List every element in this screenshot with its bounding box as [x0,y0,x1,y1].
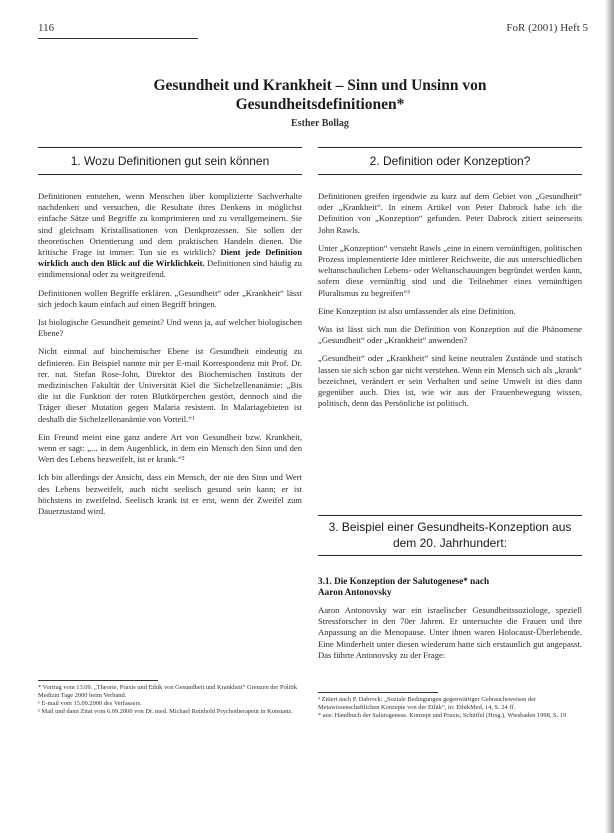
section-2-paragraph-3: Eine Konzeption ist also umfassender als eine Definition. [318,305,516,316]
subsection-heading-line-2: Aaron Antonovsky [318,587,392,597]
footnote: ³ Zitiert nach P. Dabrock: „Soziale Bedingungen gegenwärtiger Gebrauchsweisen der Metawissenschaftlichen Konzepte von der Ethik“, in: EthikMed, 14, S. 24 ff. [318,696,537,711]
section-1-paragraph-2: Definitionen wollen Begriffe erklären. „Gesundheit“ oder „Krankheit“ lässt sich jedoch kaum einfach auf einen Begriff bringen. [38,287,302,309]
section-1-paragraph-6: Ich bin allerdings der Ansicht, dass ein Mensch, der nie den Sinn und Wert des Lebens bezweifelt, auch nicht seelisch gesund sein kann; er ist höchstens in zweifelnd. Seelisch krank ist er erst, wenn der Zweifel zum Dauerzustand wird. [38,472,302,517]
footnote: * Vortrag vom 13.09. „Theorie, Praxis und Ethik von Gesundheit und Krankheit“ Grenzen der Politik Medizin Tage 2000 beim Verband. [38,684,298,699]
section-1-paragraph-1-tail: Definitionen sind häufig zu eindimensional oder zu weitgreifend. [38,258,302,280]
author-name: Esther Bollag [291,118,349,129]
footnote: ¹ E-mail vom 15.09.2000 des Verfassers. [38,700,142,707]
paragraph [38,191,302,281]
page-number: 116 [38,22,55,34]
section-1-paragraph-3: Ist biologische Gesundheit gemeint? Und wenn ja, auf welcher biologischen Ebene? [38,317,302,339]
section-3-text [318,605,582,668]
section-2-paragraph-1: Definitionen greifen irgendwie zu kurz auf dem Gebiet von „Gesundheit“ oder „Krankheit“. In einem Artikel von Peter Dabrock habe ich die Definition von „Konzeption“ gefunden. Peter Dabrock zitiert seinerseits John Rawls. [318,191,582,235]
right-column [318,191,582,416]
section-2-paragraph-5: „Gesundheit“ oder „Krankheit“ sind keine neutralen Zustände und statisch lassen sie sich schon gar nicht verstehen. Wenn ein Mensch sich als „krank“ bezeichnet, verändert er sein Verhalten und seine Umwelt ist dies dann gegenüber auch. Dies ist, wie wir aus der Frauenbewegung wissen, politisch, denn das Persönliche ist politisch. [318,353,582,409]
subsection-heading-line-1: 3.1. Die Konzeption der Salutogenese* nach [318,576,490,586]
section-2-paragraph-2: Unter „Konzeption“ versteht Rawls „eine in einem vernünftigen, politischen Prozess implementierte Idee mittlerer Reichweite, die aus unterschiedlichen weltanschaulichen Lebens- oder Weltanschauungen begründet werden kann, sofern diese vernünftig sind und die Teilnehmer eines vernünftigen Pluralismus zu begreifen“³ [318,242,582,298]
section-3-heading-line-2: dem 20. Jahrhundert: [392,536,508,550]
footnote-rule [318,692,438,693]
section-3-heading [318,515,582,556]
section-2-paragraph-4: Was ist lässt sich nun die Definition von Konzeption auf die Phänomene „Gesundheit“ oder „Krankheit“ anwenden? [318,324,582,346]
subsection-heading [318,576,582,598]
section-1-paragraph-5: Ein Freund meint eine ganz andere Art von Gesundheit bzw. Krankheit, wenn er sagt: „... in dem Augenblick, in dem ein Mensch den Sinn und den Wert des Lebens bezweifelt, ist er krank.“² [38,431,302,465]
footnote: ² Mail und dann Zitat vom 6.09.2000 von Dr. med. Michael Reinhold Psychotherapeut in Konstanz. [38,708,293,715]
section-3-heading-line-1: 3. Beispiel einer Gesundheits-Konzeption aus [328,520,572,534]
scan-edge-shadow [605,0,614,833]
section-1-heading: 1. Wozu Definitionen gut sein können [38,147,302,175]
section-2-heading: 2. Definition oder Konzeption? [318,147,582,175]
footnote: * aus: Handbuch der Salutogenese. Konzept und Praxis, Schüffel (Hrsg.), Wiesbaden 1998, S. 19 [318,712,567,719]
footnotes-right [318,696,582,720]
section-1-paragraph-4: Nicht einmal auf biochemischer Ebene ist Gesundheit eindeutig zu definieren. Ein Beispiel nannte mir per E-mail Korrespondenz mit Prof. Dr. rer. nat. Stefan Rose-John, Direktor des Biochemischen Instituts der medizinischen Fakultät der Universität Kiel die Sichelzellenanämie: „Bis die ist die Funktion der roten Blutkörperchen gestört, dennoch sind die Träger dieser Mutation gegen Malaria resistent. In Malariagebieten ist deshalb die Sichelzellenanämie von Vorteil.“¹ [38,346,302,424]
title-line-1: Gesundheit und Krankheit – Sinn und Unsinn von [153,77,487,94]
journal-reference: FoR (2001) Heft 5 [506,22,588,34]
header-rule [38,38,198,39]
left-column [38,191,302,524]
footnote-rule [38,680,158,681]
emphasis-text: Dient jede Definition wirklich auch den Blick auf die Wirklichkeit. [38,247,302,269]
section-3-paragraph-1: Aaron Antonovsky war ein israelischer Gesundheitssoziologe, speziell Stressforscher in den 70er Jahren. Er untersuchte die Frauen und ihre Anpassung an die Menopause. Unter ihnen waren Holocaust-Überlebende. Eine Minderheit unter diesen wiederum hatte sich erstaunlich gut angepasst. Das führte Antonovsky zu der Frage: [318,605,582,660]
title-line-2: Gesundheitsdefinitionen* [235,96,405,113]
footnotes-left [38,684,302,716]
section-1-paragraph-1: Definitionen entstehen, wenn Menschen über komplizierte Sachverhalte nachdenken und versuchen, die Resultate ihres Denkens in möglichst einfache Sätze und Begriffe zu komprimieren und zu verallgemeinern. Sie sind gleichsam Kristallisationen von Denkprozessen. Sie sollen der theoretischen Orientierung und dem praktischen Handeln dienen. Die kritische Frage ist immer: Tun sie es wirklich? [38,191,302,258]
article-title [60,76,580,114]
